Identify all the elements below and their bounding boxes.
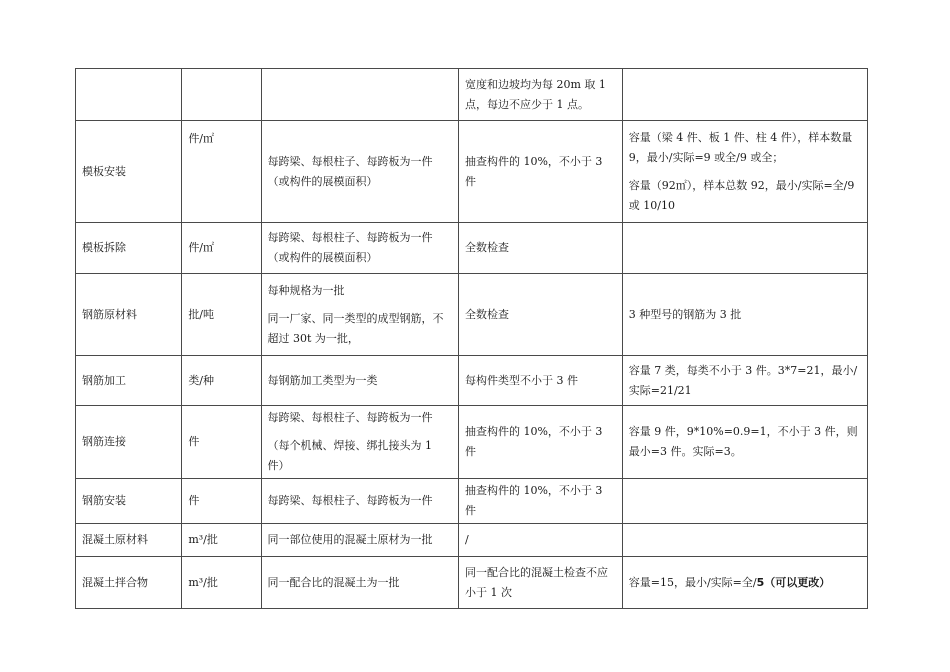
example-text: 容量（92㎡），样本总数 92，最小/实际=全/9 或 10/10 (628, 178, 855, 212)
quantity-cell: 抽查构件的 10%，不小于 3 件 (458, 479, 622, 524)
table-row (76, 557, 868, 609)
example-cell (622, 557, 867, 609)
unit-cell: 件/㎡ (182, 121, 261, 223)
quantity-cell: 全数检查 (458, 274, 622, 356)
basis-cell: 每跨梁、每根柱子、每跨板为一件（或构件的展模面积） (261, 121, 458, 223)
table-row (76, 479, 868, 524)
item-name-cell: 钢筋连接 (76, 406, 182, 479)
quantity-cell: 抽查构件的 10%，不小于 3 件 (458, 406, 622, 479)
item-name-cell: 钢筋加工 (76, 356, 182, 406)
unit-cell: 件 (182, 479, 261, 524)
item-name-cell: 混凝土原材料 (76, 524, 182, 557)
item-name-cell (76, 69, 182, 121)
unit-cell: m³/批 (182, 557, 261, 609)
basis-cell (261, 69, 458, 121)
table-row (76, 223, 868, 274)
basis-text: 同一厂家、同一类型的成型钢筋，不超过 30t 为一批， (267, 311, 444, 345)
example-cell (622, 524, 867, 557)
table-row (76, 274, 868, 356)
example-cell (622, 121, 867, 223)
item-name-cell: 模板安装 (76, 121, 182, 223)
example-cell: 容量 7 类，每类不小于 3 件。3*7=21，最小/实际=21/21 (622, 356, 867, 406)
basis-cell: 同一配合比的混凝土为一批 (261, 557, 458, 609)
editable-note: 5（可以更改） (756, 575, 831, 589)
example-text: 容量=15，最小/实际=全/ (628, 575, 757, 589)
item-name-cell: 混凝土拌合物 (76, 557, 182, 609)
basis-cell: 每钢筋加工类型为一类 (261, 356, 458, 406)
example-cell (622, 479, 867, 524)
quantity-cell: / (458, 524, 622, 557)
item-name-cell: 模板拆除 (76, 223, 182, 274)
table-row (76, 121, 868, 223)
example-cell: 3 种型号的钢筋为 3 批 (622, 274, 867, 356)
inspection-table (75, 68, 868, 609)
basis-cell (261, 274, 458, 356)
unit-cell: 类/种 (182, 356, 261, 406)
item-name-cell: 钢筋原材料 (76, 274, 182, 356)
basis-cell: 同一部位使用的混凝土原材为一批 (261, 524, 458, 557)
unit-cell: 批/吨 (182, 274, 261, 356)
unit-cell: m³/批 (182, 524, 261, 557)
quantity-cell: 宽度和边坡均为每 20m 取 1 点，每边不应少于 1 点。 (458, 69, 622, 121)
unit-cell: 件 (182, 406, 261, 479)
unit-cell: 件/㎡ (182, 223, 261, 274)
quantity-cell: 每构件类型不小于 3 件 (458, 356, 622, 406)
basis-cell: 每跨梁、每根柱子、每跨板为一件（或构件的展模面积） (261, 223, 458, 274)
quantity-cell: 抽查构件的 10%，不小于 3 件 (458, 121, 622, 223)
basis-text: 每种规格为一批 (267, 283, 345, 297)
basis-text: 每跨梁、每根柱子、每跨板为一件 (267, 411, 433, 424)
table-row (76, 524, 868, 557)
basis-cell (261, 406, 458, 479)
example-cell (622, 223, 867, 274)
table-row (76, 406, 868, 479)
table-row (76, 356, 868, 406)
basis-cell: 每跨梁、每根柱子、每跨板为一件 (261, 479, 458, 524)
example-cell (622, 69, 867, 121)
quantity-cell: 同一配合比的混凝土检查不应小于 1 次 (458, 557, 622, 609)
example-cell: 容量 9 件，9*10%=0.9=1，不小于 3 件，则最小=3 件。实际=3。 (622, 406, 867, 479)
table-row (76, 69, 868, 121)
unit-cell (182, 69, 261, 121)
example-text: 容量（梁 4 件、板 1 件、柱 4 件），样本数量 9，最小/实际=9 或全/9 或全； (628, 130, 853, 164)
basis-text: （每个机械、焊接、绑扎接头为 1 件） (267, 439, 432, 472)
item-name-cell: 钢筋安装 (76, 479, 182, 524)
quantity-cell: 全数检查 (458, 223, 622, 274)
